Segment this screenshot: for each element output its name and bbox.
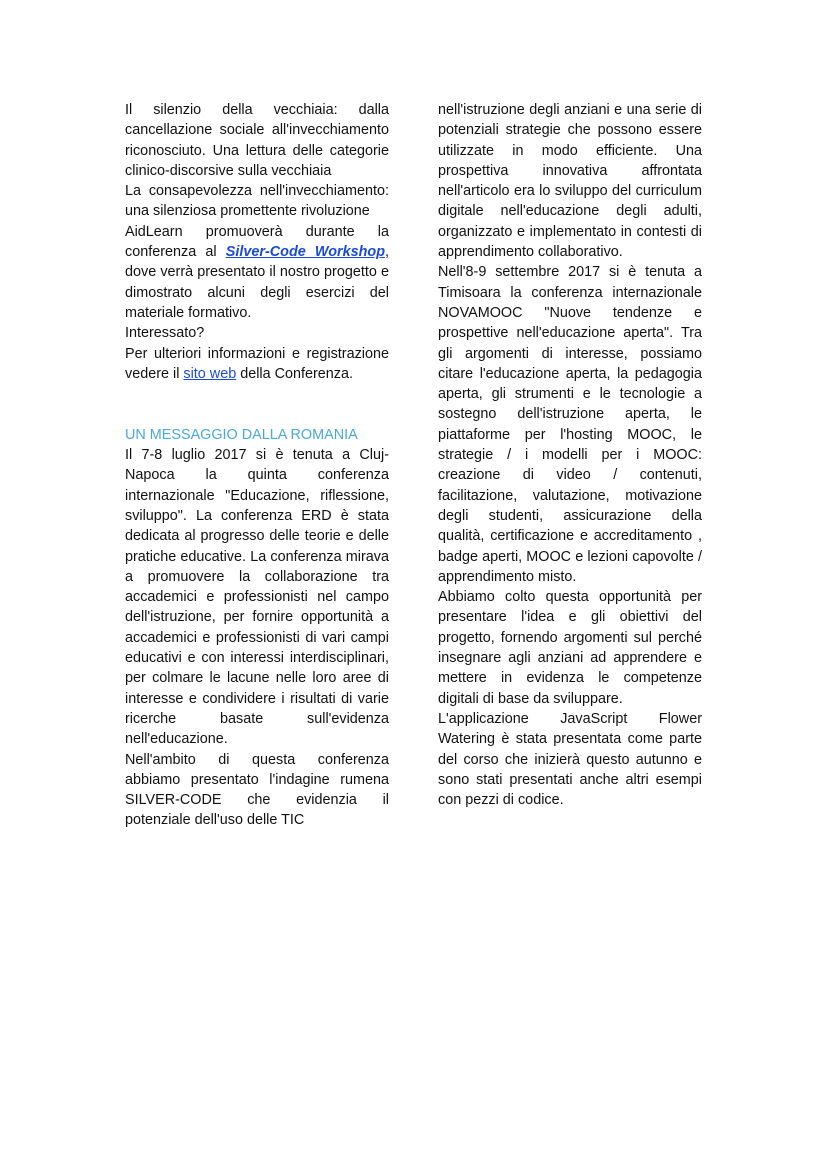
info-text-after: della Conferenza. (236, 365, 354, 382)
right-column (438, 100, 702, 810)
aidlearn-text-after: , dove verrà presentato il nostro progetto e dimostrato alcuni degli esercizi del materiale formativo. (125, 244, 390, 321)
spacer (125, 404, 389, 424)
silver-code-workshop-link[interactable]: Silver-Code Workshop (225, 244, 386, 261)
paragraph-interessato: Interessato? (125, 325, 205, 342)
paragraph-cluj: Il 7-8 luglio 2017 si è tenuta a Cluj-Napoca la quinta conferenza internazionale "Educazione, riflessione, sviluppo". La conferenza ERD è stata dedicata al progresso delle teorie e delle pratiche educative. La conferenza mirava a promuovere la collaborazione tra accademici e professionisti nel campo dell'istruzione, per fornire opportunità a accademici e professionisti di vari campi educativi e con interessi interdisciplinari, per colmare le lacune nelle loro aree di interesse e condividere i risultati di varie ricerche basate sull'evidenza nell'educazione. (125, 447, 389, 748)
paragraph-consapevolezza: La consapevolezza nell'invecchiamento: una silenziosa promettente rivoluzione (125, 183, 389, 220)
paragraph-indagine: Nell'ambito di questa conferenza abbiamo presentato l'indagine rumena SILVER-CODE che evidenzia il potenziale dell'uso delle TIC (125, 751, 389, 829)
sito-web-link[interactable]: sito web (183, 365, 237, 382)
paragraph-istruzione-anziani: nell'istruzione degli anziani e una serie di potenziali strategie che possono essere utilizzate in modo efficiente. Una prospettiva innovativa affrontata nell'articolo era lo sviluppo del curriculum digitale nell'educazione degli adulti, organizzato e implementato in contesti di apprendimento collaborativo. (438, 102, 702, 261)
aidlearn-text-before: AidLearn promuoverà durante la conferenza al (125, 223, 389, 261)
left-column (125, 100, 389, 831)
paragraph-flower-watering: L'applicazione JavaScript Flower Watering è stata presentata come parte del corso che inizierà questo autunno e sono stati presentati anche altri esempi con pezzi di codice. (438, 710, 702, 809)
paragraph-silenzio: Il silenzio della vecchiaia: dalla cancellazione sociale all'invecchiamento riconosciuto. Una lettura delle categorie clinico-discorsive sulla vecchiaia (125, 102, 389, 179)
spacer (125, 384, 389, 404)
section-heading-romania: UN MESSAGGIO DALLA ROMANIA (125, 426, 358, 443)
info-text-before: Per ulteriori informazioni e registrazione vedere il (125, 345, 389, 382)
paragraph-aidlearn (125, 222, 389, 323)
paragraph-opportunita: Abbiamo colto questa opportunità per presentare l'idea e gli obiettivi del progetto, fornendo argomenti sul perché insegnare agli anziani ad apprendere e mettere in evidenza le competenze digitali di base da sviluppare. (438, 589, 702, 707)
paragraph-novamooc: Nell'8-9 settembre 2017 si è tenuta a Timisoara la conferenza internazionale NOVAMOOC "Nuove tendenze e prospettive nell'educazione aperta". Tra gli argomenti di interesse, possiamo citare l'educazione aperta, la pedagogia aperta, gli strumenti e le tecnologie a sostegno dell'istruzione aperta, le piattaforme per l'hosting MOOC, le strategie / i modelli per i MOOC: creazione di video / contenuti, facilitazione, valutazione, motivazione degli studenti, assicurazione della qualità, certificazione e accreditamento , badge aperti, MOOC e lezioni capovolte / apprendimento misto. (438, 264, 702, 585)
paragraph-info (125, 344, 389, 385)
